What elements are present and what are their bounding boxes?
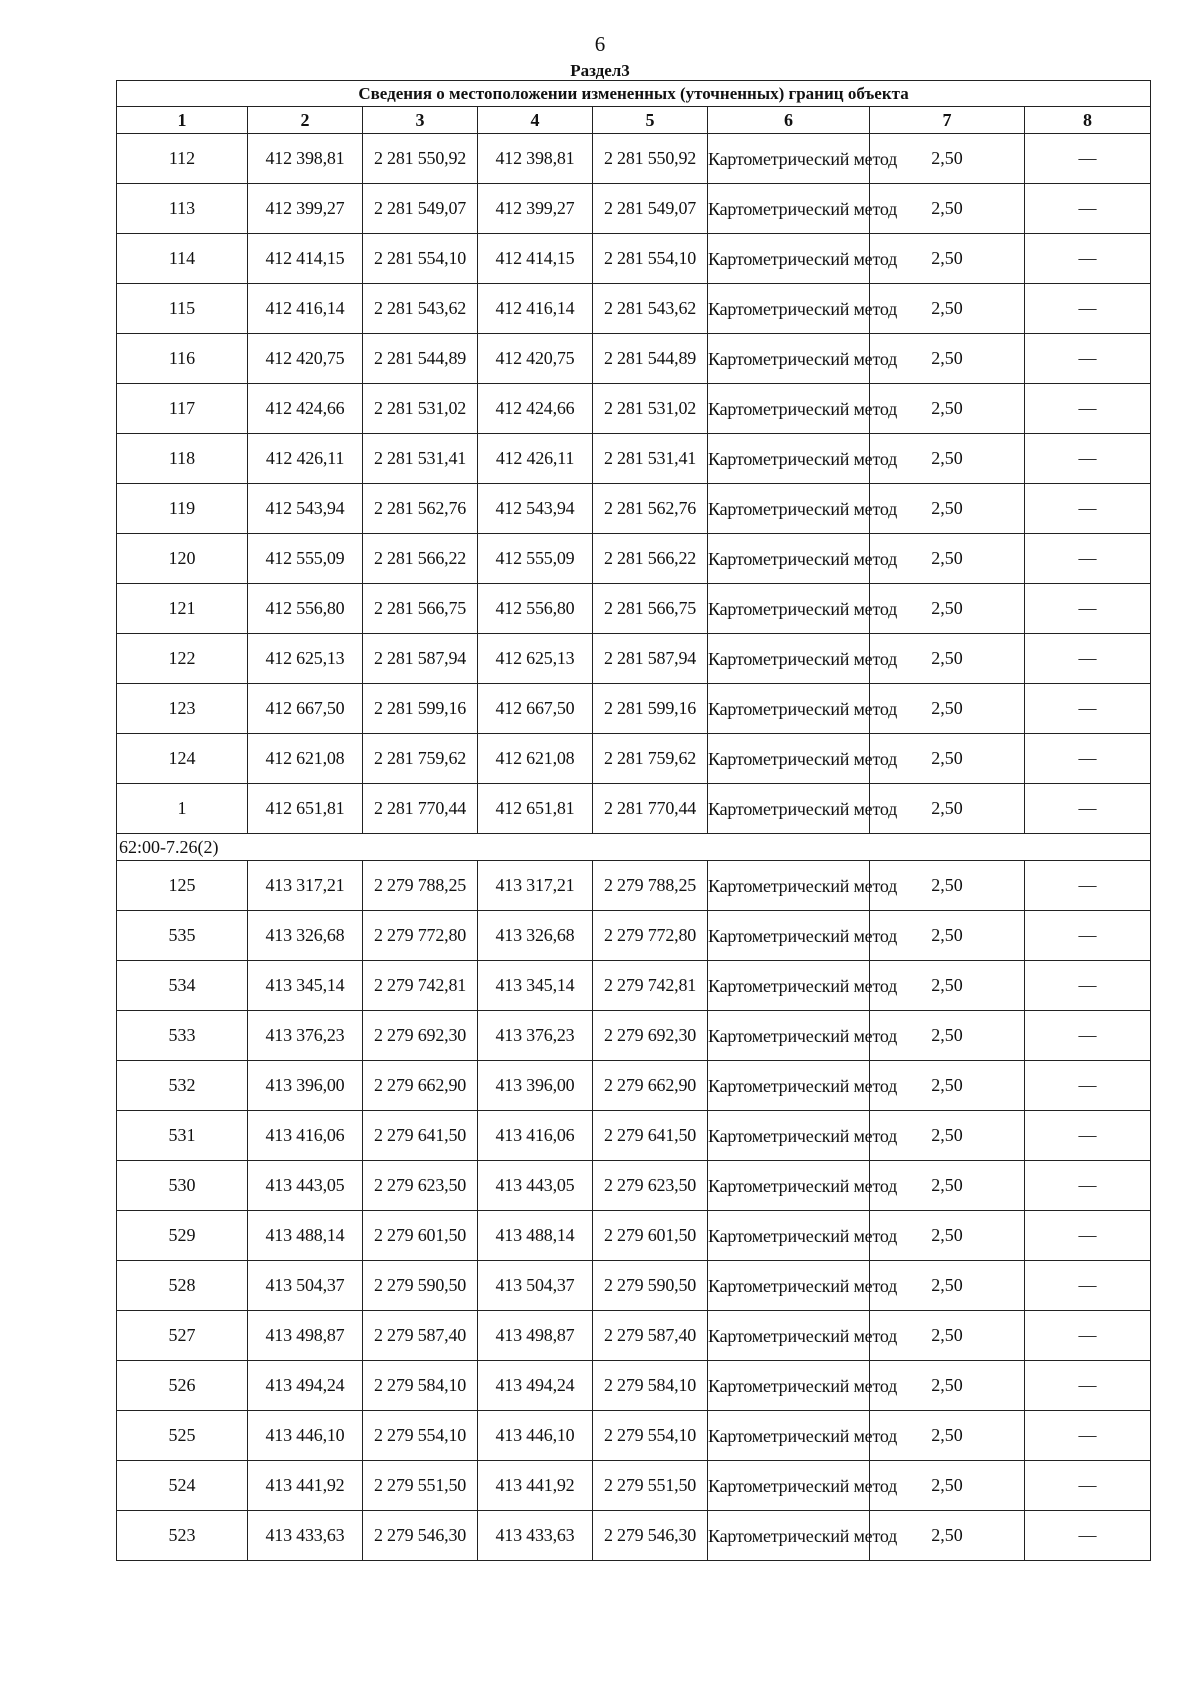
table-cell: 2 281 549,07 <box>363 184 478 234</box>
table-cell: Картометрический метод <box>708 734 870 784</box>
coordinates-table <box>116 80 1151 1561</box>
table-cell: 2 279 623,50 <box>593 1161 708 1211</box>
column-header: 5 <box>593 107 708 134</box>
table-cell: 2,50 <box>870 1211 1025 1261</box>
table-cell: 1 <box>117 784 248 834</box>
table-cell: 413 433,63 <box>478 1511 593 1561</box>
table-cell: 413 433,63 <box>248 1511 363 1561</box>
table-cell: 413 488,14 <box>478 1211 593 1261</box>
table-cell: 412 414,15 <box>248 234 363 284</box>
table-cell: 413 504,37 <box>478 1261 593 1311</box>
table-cell: — <box>1025 334 1151 384</box>
table-cell: 2,50 <box>870 961 1025 1011</box>
table-row <box>117 1511 1151 1561</box>
table-cell: 2 279 742,81 <box>593 961 708 1011</box>
table-cell: 412 556,80 <box>248 584 363 634</box>
table-cell: Картометрический метод <box>708 1111 870 1161</box>
table-cell: 412 625,13 <box>478 634 593 684</box>
table-cell: 413 498,87 <box>478 1311 593 1361</box>
table-cell: 529 <box>117 1211 248 1261</box>
table-cell: 413 488,14 <box>248 1211 363 1261</box>
table-cell: 2 279 551,50 <box>363 1461 478 1511</box>
table-cell: Картометрический метод <box>708 1211 870 1261</box>
table-cell: Картометрический метод <box>708 334 870 384</box>
table-row <box>117 961 1151 1011</box>
table-cell: 413 396,00 <box>478 1061 593 1111</box>
table-cell: 412 651,81 <box>248 784 363 834</box>
table-cell: 413 376,23 <box>478 1011 593 1061</box>
table-cell: 412 399,27 <box>478 184 593 234</box>
table-cell: 412 424,66 <box>248 384 363 434</box>
table-cell: 2,50 <box>870 861 1025 911</box>
table-cell: 115 <box>117 284 248 334</box>
column-header: 8 <box>1025 107 1151 134</box>
column-header: 6 <box>708 107 870 134</box>
table-row <box>117 234 1151 284</box>
table-row <box>117 284 1151 334</box>
table-cell: Картометрический метод <box>708 684 870 734</box>
table-cell: — <box>1025 1261 1151 1311</box>
table-cell: Картометрический метод <box>708 434 870 484</box>
table-cell: 413 446,10 <box>478 1411 593 1461</box>
table-cell: — <box>1025 861 1151 911</box>
table-cell: Картометрический метод <box>708 234 870 284</box>
table-cell: 2,50 <box>870 184 1025 234</box>
table-row <box>117 484 1151 534</box>
table-cell: Картометрический метод <box>708 284 870 334</box>
table-cell: 2,50 <box>870 434 1025 484</box>
table-cell: 2,50 <box>870 1511 1025 1561</box>
table-cell: 2 281 770,44 <box>593 784 708 834</box>
table-cell: 2 281 587,94 <box>593 634 708 684</box>
table-cell: 2 279 692,30 <box>363 1011 478 1061</box>
table-cell: 412 621,08 <box>478 734 593 784</box>
table-cell: 2 281 543,62 <box>593 284 708 334</box>
table-cell: 2,50 <box>870 1111 1025 1161</box>
section-title: Раздел3 <box>570 61 630 80</box>
table-cell: 412 416,14 <box>248 284 363 334</box>
table-cell: 113 <box>117 184 248 234</box>
table-cell: 2 281 566,22 <box>593 534 708 584</box>
table-cell: 2 281 554,10 <box>363 234 478 284</box>
table-cell: 2,50 <box>870 1411 1025 1461</box>
table-cell: 2 281 566,22 <box>363 534 478 584</box>
table-cell: — <box>1025 184 1151 234</box>
table-cell: 413 317,21 <box>248 861 363 911</box>
table-cell: 2 281 566,75 <box>363 584 478 634</box>
table-row <box>117 784 1151 834</box>
table-cell: 413 441,92 <box>248 1461 363 1511</box>
table-cell: 2 281 531,02 <box>363 384 478 434</box>
table-row <box>117 1161 1151 1211</box>
table-cell: 2 279 546,30 <box>363 1511 478 1561</box>
table-cell: 533 <box>117 1011 248 1061</box>
table-cell: 412 667,50 <box>248 684 363 734</box>
table-cell: — <box>1025 961 1151 1011</box>
table-cell: 413 494,24 <box>478 1361 593 1411</box>
table-cell: 413 441,92 <box>478 1461 593 1511</box>
table-cell: 2 279 546,30 <box>593 1511 708 1561</box>
table-row <box>117 534 1151 584</box>
table-row <box>117 1261 1151 1311</box>
table-cell: 2,50 <box>870 234 1025 284</box>
table-cell: 412 420,75 <box>478 334 593 384</box>
table-cell: — <box>1025 284 1151 334</box>
table-row <box>117 1311 1151 1361</box>
table-cell: 412 543,94 <box>478 484 593 534</box>
table-cell: 2 279 742,81 <box>363 961 478 1011</box>
table-row <box>117 1061 1151 1111</box>
column-header: 2 <box>248 107 363 134</box>
table-cell: — <box>1025 1511 1151 1561</box>
table-cell: 412 426,11 <box>248 434 363 484</box>
table-cell: 2 279 788,25 <box>363 861 478 911</box>
table-cell: 2 281 566,75 <box>593 584 708 634</box>
table-cell: 412 414,15 <box>478 234 593 284</box>
table-row <box>117 1361 1151 1411</box>
table-cell: 413 494,24 <box>248 1361 363 1411</box>
table-cell: 2 279 551,50 <box>593 1461 708 1511</box>
table-cell: 114 <box>117 234 248 284</box>
table-cell: Картометрический метод <box>708 784 870 834</box>
table-cell: 118 <box>117 434 248 484</box>
table-row <box>117 1461 1151 1511</box>
table-cell: 2 281 759,62 <box>593 734 708 784</box>
table-cell: 2 279 662,90 <box>593 1061 708 1111</box>
table-caption: Сведения о местоположении измененных (уточненных) границ объекта <box>117 81 1151 107</box>
table-cell: 413 317,21 <box>478 861 593 911</box>
table-cell: Картометрический метод <box>708 1511 870 1561</box>
table-cell: 124 <box>117 734 248 784</box>
table-cell: Картометрический метод <box>708 484 870 534</box>
table-cell: 125 <box>117 861 248 911</box>
table-cell: 412 399,27 <box>248 184 363 234</box>
table-cell: Картометрический метод <box>708 384 870 434</box>
table-row <box>117 584 1151 634</box>
table-cell: 532 <box>117 1061 248 1111</box>
table-cell: 2 281 550,92 <box>593 134 708 184</box>
table-cell: 2 281 759,62 <box>363 734 478 784</box>
table-row <box>117 334 1151 384</box>
table-cell: — <box>1025 1411 1151 1461</box>
table-cell: 412 667,50 <box>478 684 593 734</box>
table-cell: — <box>1025 1211 1151 1261</box>
table-cell: 413 345,14 <box>478 961 593 1011</box>
table-cell: 112 <box>117 134 248 184</box>
table-cell: Картометрический метод <box>708 1061 870 1111</box>
table-cell: 412 416,14 <box>478 284 593 334</box>
table-cell: Картометрический метод <box>708 134 870 184</box>
table-row <box>117 1411 1151 1461</box>
table-cell: 2 279 772,80 <box>593 911 708 961</box>
table-cell: 2 279 590,50 <box>593 1261 708 1311</box>
table-cell: 2 281 549,07 <box>593 184 708 234</box>
table-cell: 413 345,14 <box>248 961 363 1011</box>
table-cell: 2 279 692,30 <box>593 1011 708 1061</box>
table-row <box>117 1111 1151 1161</box>
group-header-row <box>117 834 1151 861</box>
table-cell: Картометрический метод <box>708 1261 870 1311</box>
table-cell: 412 424,66 <box>478 384 593 434</box>
table-cell: 116 <box>117 334 248 384</box>
table-cell: 2,50 <box>870 1361 1025 1411</box>
table-cell: 412 426,11 <box>478 434 593 484</box>
table-cell: 534 <box>117 961 248 1011</box>
table-row <box>117 734 1151 784</box>
table-cell: Картометрический метод <box>708 1161 870 1211</box>
table-cell: 2,50 <box>870 734 1025 784</box>
table-row <box>117 184 1151 234</box>
table-cell: 412 398,81 <box>248 134 363 184</box>
table-cell: Картометрический метод <box>708 1461 870 1511</box>
table-cell: Картометрический метод <box>708 534 870 584</box>
table-cell: 2 279 584,10 <box>593 1361 708 1411</box>
table-cell: 413 326,68 <box>478 911 593 961</box>
table-cell: 523 <box>117 1511 248 1561</box>
table-cell: 412 555,09 <box>478 534 593 584</box>
table-row <box>117 861 1151 911</box>
table-cell: — <box>1025 1361 1151 1411</box>
table-cell: 2 281 554,10 <box>593 234 708 284</box>
table-cell: Картометрический метод <box>708 634 870 684</box>
table-cell: 413 416,06 <box>248 1111 363 1161</box>
table-cell: — <box>1025 634 1151 684</box>
table-cell: 530 <box>117 1161 248 1211</box>
table-cell: — <box>1025 1061 1151 1111</box>
table-cell: 412 651,81 <box>478 784 593 834</box>
table-cell: — <box>1025 434 1151 484</box>
table-cell: 122 <box>117 634 248 684</box>
table-row <box>117 134 1151 184</box>
table-cell: Картометрический метод <box>708 1311 870 1361</box>
table-cell: 413 504,37 <box>248 1261 363 1311</box>
table-cell: Картометрический метод <box>708 961 870 1011</box>
table-cell: — <box>1025 911 1151 961</box>
table-cell: — <box>1025 234 1151 284</box>
table-cell: — <box>1025 1161 1151 1211</box>
column-header: 3 <box>363 107 478 134</box>
table-cell: 413 498,87 <box>248 1311 363 1361</box>
table-cell: 2 279 623,50 <box>363 1161 478 1211</box>
table-cell: 117 <box>117 384 248 434</box>
table-cell: 2,50 <box>870 534 1025 584</box>
table-cell: 528 <box>117 1261 248 1311</box>
table-cell: 2,50 <box>870 284 1025 334</box>
table-cell: 2 281 587,94 <box>363 634 478 684</box>
table-cell: 2 279 584,10 <box>363 1361 478 1411</box>
table-cell: 2 279 554,10 <box>363 1411 478 1461</box>
table-cell: 2 279 590,50 <box>363 1261 478 1311</box>
table-cell: 525 <box>117 1411 248 1461</box>
table-cell: 2 281 770,44 <box>363 784 478 834</box>
table-cell: — <box>1025 134 1151 184</box>
table-cell: Картометрический метод <box>708 584 870 634</box>
table-cell: 2 279 772,80 <box>363 911 478 961</box>
table-row <box>117 634 1151 684</box>
table-cell: 412 625,13 <box>248 634 363 684</box>
table-cell: 2 281 543,62 <box>363 284 478 334</box>
table-cell: 2,50 <box>870 1311 1025 1361</box>
table-row <box>117 384 1151 434</box>
table-cell: — <box>1025 1461 1151 1511</box>
table-cell: Картометрический метод <box>708 861 870 911</box>
table-cell: 2,50 <box>870 1261 1025 1311</box>
table-cell: 2 279 554,10 <box>593 1411 708 1461</box>
table-cell: 524 <box>117 1461 248 1511</box>
table-cell: — <box>1025 534 1151 584</box>
table-cell: 413 416,06 <box>478 1111 593 1161</box>
table-cell: 2 281 531,41 <box>593 434 708 484</box>
table-cell: — <box>1025 784 1151 834</box>
table-cell: 2 279 601,50 <box>363 1211 478 1261</box>
table-cell: 2 279 641,50 <box>593 1111 708 1161</box>
table-cell: 2 281 599,16 <box>363 684 478 734</box>
table-cell: 2 281 562,76 <box>363 484 478 534</box>
table-cell: 2 279 601,50 <box>593 1211 708 1261</box>
table-cell: 2,50 <box>870 634 1025 684</box>
table-cell: 2 281 531,02 <box>593 384 708 434</box>
table-cell: Картометрический метод <box>708 1411 870 1461</box>
table-cell: 2,50 <box>870 784 1025 834</box>
table-cell: — <box>1025 1311 1151 1361</box>
table-cell: 2 279 587,40 <box>593 1311 708 1361</box>
column-header: 4 <box>478 107 593 134</box>
table-cell: — <box>1025 484 1151 534</box>
table-body <box>117 134 1151 1561</box>
table-cell: 2,50 <box>870 1461 1025 1511</box>
table-cell: 120 <box>117 534 248 584</box>
table-cell: 531 <box>117 1111 248 1161</box>
table-cell: 527 <box>117 1311 248 1361</box>
table-row <box>117 434 1151 484</box>
table-cell: 2,50 <box>870 684 1025 734</box>
table-cell: Картометрический метод <box>708 184 870 234</box>
table-cell: 2,50 <box>870 1011 1025 1061</box>
table-cell: 2,50 <box>870 911 1025 961</box>
table-row <box>117 1211 1151 1261</box>
table-cell: 119 <box>117 484 248 534</box>
table-cell: 413 396,00 <box>248 1061 363 1111</box>
table-cell: 2,50 <box>870 1061 1025 1111</box>
table-cell: 2 279 662,90 <box>363 1061 478 1111</box>
table-cell: 413 443,05 <box>478 1161 593 1211</box>
table-cell: 413 446,10 <box>248 1411 363 1461</box>
table-cell: 412 543,94 <box>248 484 363 534</box>
table-cell: 2,50 <box>870 1161 1025 1211</box>
table-row <box>117 684 1151 734</box>
table-cell: — <box>1025 584 1151 634</box>
table-cell: Картометрический метод <box>708 911 870 961</box>
group-label: 62:00-7.26(2) <box>117 834 1151 861</box>
table-cell: 123 <box>117 684 248 734</box>
table-cell: — <box>1025 734 1151 784</box>
table-cell: 2,50 <box>870 584 1025 634</box>
table-cell: 412 398,81 <box>478 134 593 184</box>
table-row <box>117 1011 1151 1061</box>
table-cell: 2,50 <box>870 484 1025 534</box>
table-cell: 2 281 544,89 <box>363 334 478 384</box>
table-cell: 2 279 641,50 <box>363 1111 478 1161</box>
page-number: 6 <box>594 32 606 56</box>
table-cell: — <box>1025 684 1151 734</box>
table-cell: 2 281 550,92 <box>363 134 478 184</box>
table-cell: 2 279 788,25 <box>593 861 708 911</box>
table-cell: 526 <box>117 1361 248 1411</box>
column-header: 1 <box>117 107 248 134</box>
table-cell: — <box>1025 1111 1151 1161</box>
table-row <box>117 911 1151 961</box>
table-cell: 2 279 587,40 <box>363 1311 478 1361</box>
table-cell: 2,50 <box>870 134 1025 184</box>
table-cell: 121 <box>117 584 248 634</box>
table-cell: 2 281 562,76 <box>593 484 708 534</box>
table-cell: 2,50 <box>870 384 1025 434</box>
table-cell: 412 556,80 <box>478 584 593 634</box>
table-cell: — <box>1025 1011 1151 1061</box>
table-cell: 413 326,68 <box>248 911 363 961</box>
table-cell: 413 443,05 <box>248 1161 363 1211</box>
table-cell: — <box>1025 384 1151 434</box>
table-cell: 2 281 531,41 <box>363 434 478 484</box>
table-cell: 412 621,08 <box>248 734 363 784</box>
table-cell: 2 281 599,16 <box>593 684 708 734</box>
table-cell: 413 376,23 <box>248 1011 363 1061</box>
table-cell: 2,50 <box>870 334 1025 384</box>
table-cell: Картометрический метод <box>708 1361 870 1411</box>
table-cell: 2 281 544,89 <box>593 334 708 384</box>
table-cell: 412 555,09 <box>248 534 363 584</box>
table-cell: 412 420,75 <box>248 334 363 384</box>
table-cell: 535 <box>117 911 248 961</box>
column-header: 7 <box>870 107 1025 134</box>
table-cell: Картометрический метод <box>708 1011 870 1061</box>
